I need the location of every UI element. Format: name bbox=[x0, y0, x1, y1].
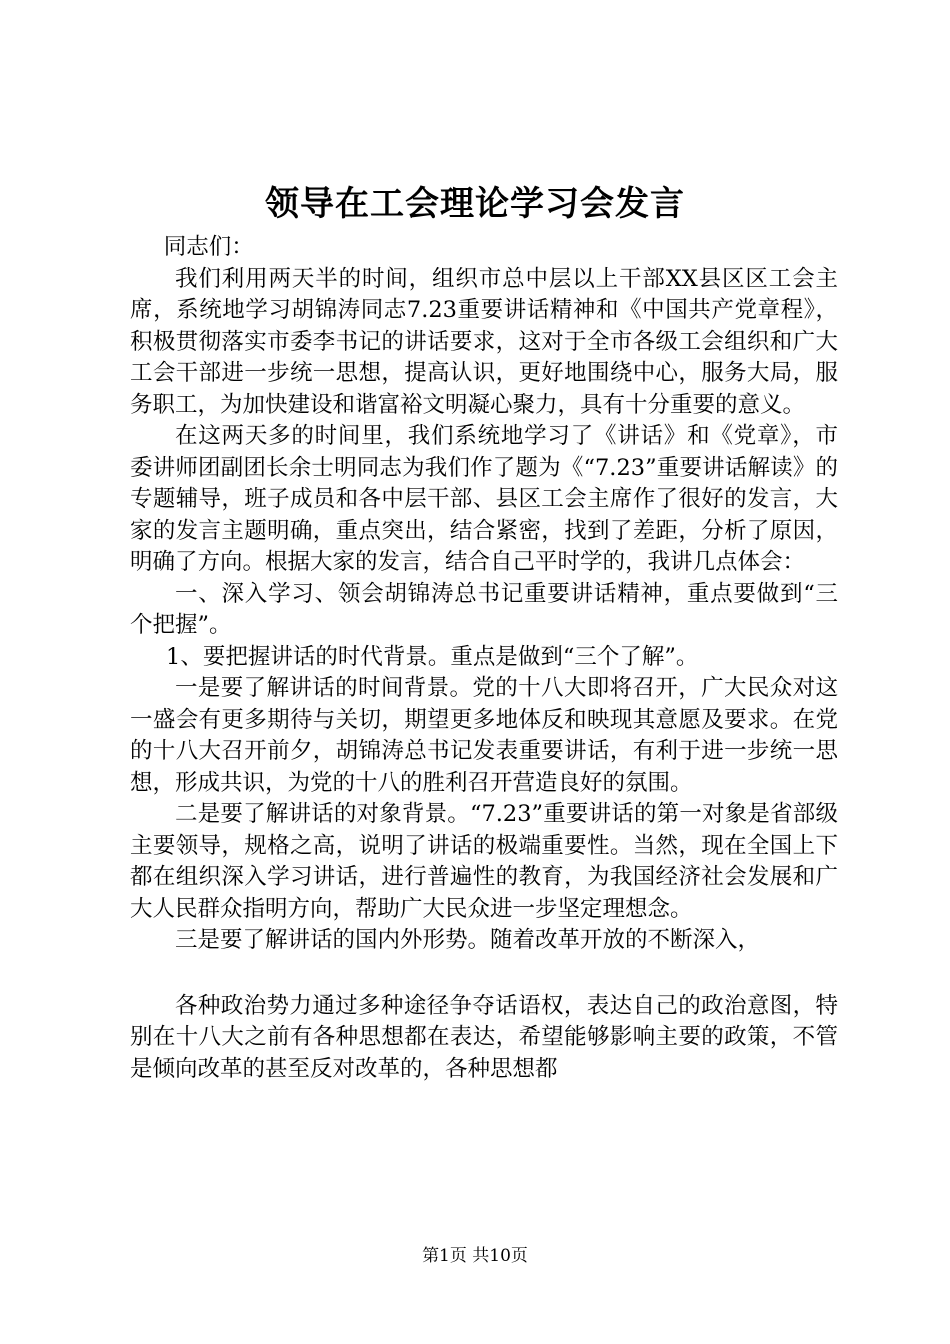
paragraph: 在这两天多的时间里，我们系统地学习了《讲话》和《党章》，市委讲师团副团长余士明同志为我们作了题为《“7.23”重要讲话解读》的专题辅导，班子成员和各中层干部、县区工会主席作了很好的发言，大家的发言主题明确，重点突出，结合紧密，找到了差距，分析了原因，明确了方向。根据大家的发言，结合自己平时学的，我讲几点体会： bbox=[130, 423, 838, 575]
paragraph: 各种政治势力通过多种途径争夺话语权，表达自己的政治意图，特别在十八大之前有各种思想都在表达，希望能够影响主要的政策，不管是倾向改革的甚至反对改革的，各种思想都 bbox=[130, 992, 838, 1082]
document-title: 领导在工会理论学习会发言 bbox=[265, 184, 685, 224]
salutation: 同志们： bbox=[163, 234, 254, 260]
paragraph: 二是要了解讲话的对象背景。“7.23”重要讲话的第一对象是省部级主要领导，规格之高，说明了讲话的极端重要性。当然，现在全国上下都在组织深入学习讲话，进行普遍性的教育，为我国经济社会发展和广大人民群众指明方向，帮助广大民众进一步坚定理想念。 bbox=[130, 801, 838, 922]
paragraph: 我们利用两天半的时间，组织市总中层以上干部XX县区区工会主席，系统地学习胡锦涛同志7.23重要讲话精神和《中国共产党章程》，积极贯彻落实市委李书记的讲话要求，这对于全市各级工会组织和广大工会干部进一步统一思想，提高认识，更好地围绕中心，服务大局，服务职工，为加快建设和谐富裕文明凝心聚力，具有十分重要的意义。 bbox=[130, 265, 838, 418]
document-body bbox=[130, 232, 838, 1085]
paragraph: 三是要了解讲话的国内外形势。随着改革开放的不断深入， bbox=[175, 927, 761, 953]
page-footer: 第1页 共10页 bbox=[422, 1246, 528, 1266]
paragraph: 一是要了解讲话的时间背景。党的十八大即将召开，广大民众对这一盛会有更多期待与关切，期望更多地体反和映现其意愿及要求。在党的十八大召开前夕，胡锦涛总书记发表重要讲话，有利于进一步统一思想，形成共识，为党的十八的胜利召开营造良好的氛围。 bbox=[130, 675, 838, 796]
section-heading: 一、深入学习、领会胡锦涛总书记重要讲话精神，重点要做到“三个把握”。 bbox=[130, 580, 838, 638]
subsection-heading: 1、要把握讲话的时代背景。重点是做到“三个了解”。 bbox=[166, 643, 699, 670]
